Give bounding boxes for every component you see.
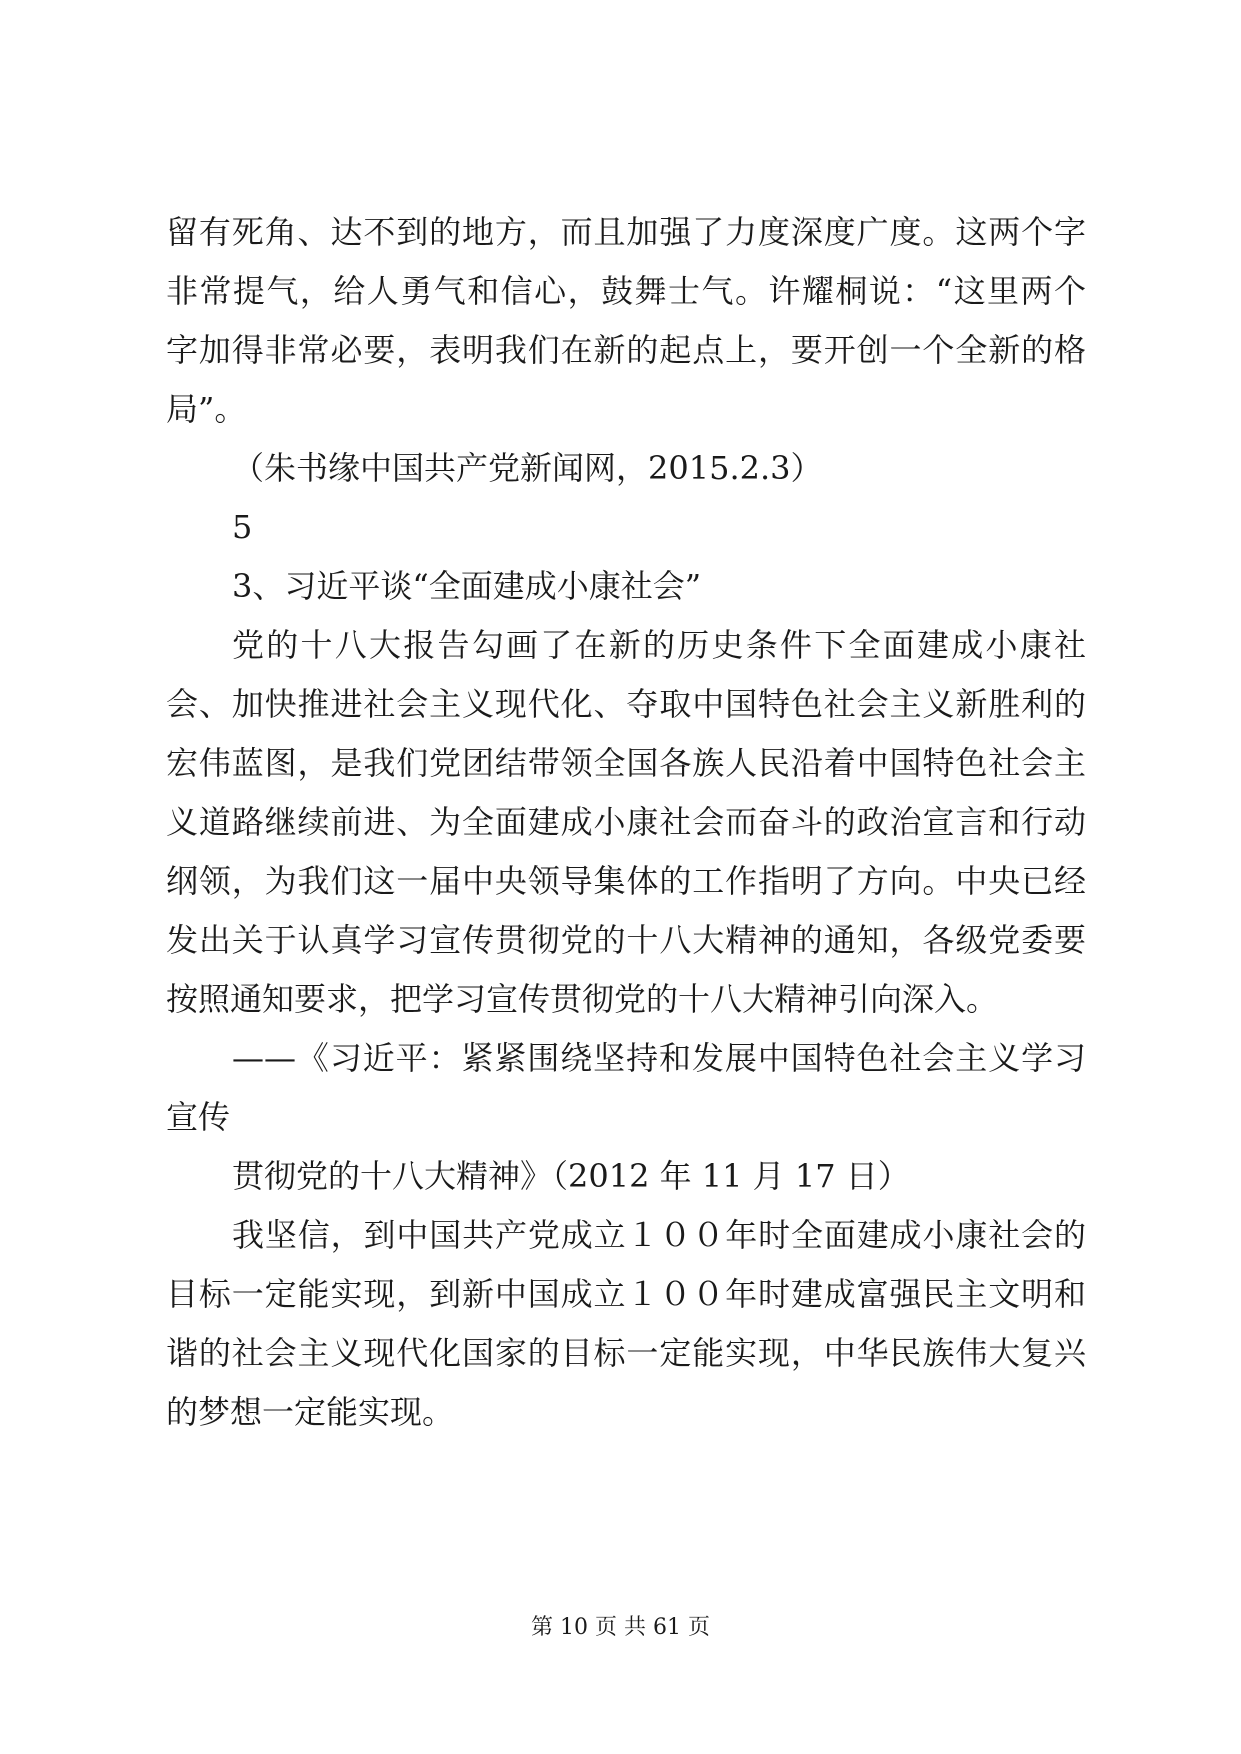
- body-line: 按照通知要求，把学习宣传贯彻党的十八大精神引向深入。: [166, 980, 999, 1018]
- body-line: 留有死角、达不到的地方，而且加强了力度深度广度。这两个字: [166, 213, 1086, 251]
- page-number-inline: 5: [232, 508, 253, 546]
- quote-attribution: 贯彻党的十八大精神》（2012 年 11 月 17 日）: [232, 1157, 910, 1195]
- body-line: 我坚信，到中国共产党成立１００年时全面建成小康社会的: [232, 1216, 1086, 1254]
- body-line: 的梦想一定能实现。: [166, 1393, 455, 1431]
- body-line: 义道路继续前进、为全面建成小康社会而奋斗的政治宣言和行动: [166, 803, 1086, 841]
- body-line: 目标一定能实现，到新中国成立１００年时建成富强民主文明和: [166, 1275, 1086, 1313]
- body-line: 谐的社会主义现代化国家的目标一定能实现，中华民族伟大复兴: [166, 1334, 1086, 1372]
- body-line: 纲领，为我们这一届中央领导集体的工作指明了方向。中央已经: [166, 862, 1086, 900]
- body-line: 发出关于认真学习宣传贯彻党的十八大精神的通知，各级党委要: [166, 921, 1086, 959]
- quote-attribution: 宣传: [166, 1098, 231, 1136]
- source-citation: （朱书缘中国共产党新闻网，2015.2.3）: [232, 449, 823, 487]
- body-line: 宏伟蓝图，是我们党团结带领全国各族人民沿着中国特色社会主: [166, 744, 1086, 782]
- quote-attribution: ——《习近平：紧紧围绕坚持和发展中国特色社会主义学习: [232, 1039, 1086, 1077]
- body-line: 字加得非常必要，表明我们在新的起点上，要开创一个全新的格: [166, 331, 1086, 369]
- page-footer: 第 10 页 共 61 页: [531, 1615, 710, 1640]
- body-line: 会、加快推进社会主义现代化、夺取中国特色社会主义新胜利的: [166, 685, 1086, 723]
- body-line: 党的十八大报告勾画了在新的历史条件下全面建成小康社: [232, 626, 1086, 664]
- body-line: 局”。: [166, 390, 247, 428]
- body-line: 非常提气，给人勇气和信心，鼓舞士气。许耀桐说：“这里两个: [166, 272, 1086, 310]
- section-heading: 3、习近平谈“全面建成小康社会”: [232, 567, 702, 605]
